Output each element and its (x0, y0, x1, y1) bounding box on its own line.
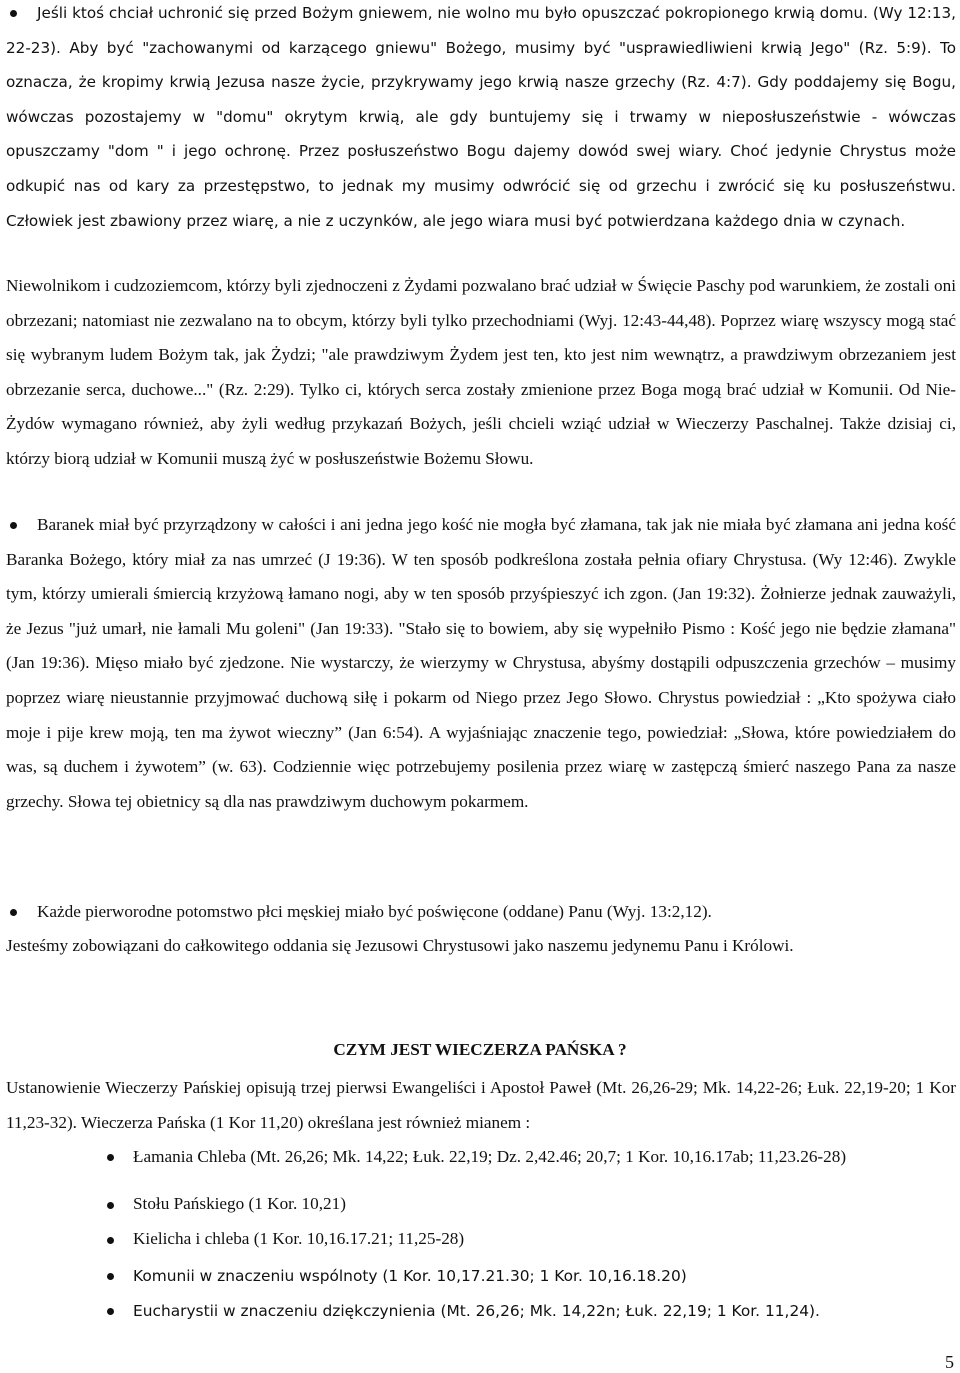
bullet-icon (107, 1308, 114, 1315)
paragraph-pierworodne: Każde pierworodne potomstwo płci męskiej miało być poświęcone (oddane) Panu (Wyj. 13:2,12). (37, 902, 712, 921)
paragraph-text-a: Jeśli ktoś chciał uchronić się przed Bożym gniewem, nie wolno mu było opuszczać pokropionego krwią domu. (Wy 12:13, 22-23). Aby być "zachowanymi od karzącego gniewu" Bożego, musimy być "usprawiedliwieni krwią Jego" (Rz. 5:9). (6, 4, 956, 57)
bullet-icon (10, 909, 17, 916)
paragraph-jestesmy: Jesteśmy zobowiązani do całkowitego oddania się Jezusowi Chrystusowi jako naszemu jedynemu Panu i Królowi. (6, 936, 794, 955)
page-number: 5 (945, 1352, 954, 1372)
list-item: Kielicha i chleba (1 Kor. 10,16.17.21; 11,25-28) (133, 1229, 465, 1248)
bullet-icon (107, 1237, 114, 1244)
bullet-icon (107, 1273, 114, 1280)
paragraph-niewolnikom: Niewolnikom i cudzoziemcom, którzy byli zjednoczeni z Żydami pozwalano brać udział w Święcie Paschy pod warunkiem, że zostali oni obrzezani; natomiast nie zezwalano na to obcym, którzy byli tylko przechodniami (Wyj. 12:43-44,48). Poprzez wiarę wszyscy mogą stać się wybranym ludem Bożym tak, jak Żydzi; "ale prawdziwym Żydem jest ten, kto jest nim wewnątrz, a prawdziwym obrzezaniem jest obrzezanie serca, duchowe..." (Rz. 2:29). Tylko ci, których serca zostały zmienione przez Boga mogą brać udział w Komunii. Od Nie-Żydów wymagano również, aby żyli według przykazań Bożych, jeśli chcieli wziąć udział w Wieczerzy Paschalnej. Także dzisiaj ci, którzy biorą udział w Komunii muszą żyć w posłuszeństwie Bożemu Słowu. (6, 276, 956, 468)
paragraph-baranek: Baranek miał być przyrządzony w całości i ani jedna jego kość nie mogła być złamana, tak jak nie miała być złamana ani jedna kość Baranka Bożego, który miał za nas umrzeć (J 19:36). W ten sposób podkreślona została pełnia ofiary Chrystusa. (Wy 12:46). Zwykle tym, którzy umierali śmiercią krzyżową łamano nogi, aby w ten sposób przyśpieszyć ich zgon. (Jan 19:32). Żołnierze jednak zauważyli, że Jezus "już umarł, nie łamali Mu goleni" (Jan 19:33). "Stało się to bowiem, aby się wypełniło Pismo : Kość jego nie będzie złamana" (Jan 19:36). Mięso miało być zjedzone. Nie wystarczy, że wierzymy w Chrystusa, abyśmy dostąpili odpuszczenia grzechów – musimy poprzez wiarę nieustannie przyjmować duchową siłę i pokarm od Niego przez Jego Słowo. Chrystus powiedział : „Kto spożywa ciało moje i pije krew moją, ten ma żywot wieczny” (Jan 6:54). A wyjaśniając znaczenie tego, powiedział: „Słowa, które powiedziałem do was, są duchem i żywotem” (w. 63). Codziennie więc potrzebujemy posilenia przez wiarę w zastępczą śmierć naszego Pana za nasze grzechy. Słowa tej obietnicy są dla nas prawdziwym duchowym pokarmem. (6, 515, 956, 811)
paragraph-ustanowienie: Ustanowienie Wieczerzy Pańskiej opisują trzej pierwsi Ewangeliści i Apostoł Paweł (Mt. 26,26-29; Mk. 14,22-26; Łuk. 22,19-20; 1 Kor 11,23-32). Wieczerza Pańska (1 Kor 11,20) określana jest również mianem : (6, 1078, 956, 1132)
list-item: Eucharystii w znaczeniu dziękczynienia (Mt. 26,26; Mk. 14,22n; Łuk. 22,19; 1 Kor. 11,24). (133, 1302, 820, 1320)
paragraph-blood-protection (6, 0, 956, 238)
bullet-icon (107, 1202, 114, 1209)
list-item: Komunii w znaczeniu wspólnoty (1 Kor. 10,17.21.30; 1 Kor. 10,16.18.20) (133, 1267, 687, 1285)
list-item: Stołu Pańskiego (1 Kor. 10,21) (133, 1194, 346, 1213)
bullet-icon (107, 1154, 114, 1161)
paragraph-text-b: To oznacza, że kropimy krwią Jezusa nasze życie, przykrywamy jego krwią nasze grzechy (Rz. 4:7). Gdy poddajemy się Bogu, wówczas pozostajemy w "domu" okrytym krwią, ale gdy buntujemy się i trwamy w nieposłuszeństwie - wówczas opuszczamy "dom " i jego ochronę. Przez posłuszeństwo Bogu dajemy dowód swej wiary. Choć jedynie Chrystus może odkupić nas od kary za przestępstwo, to jednak my musimy odwrócić się od grzechu i zwrócić się ku posłuszeństwu. Człowiek jest zbawiony przez wiarę, a nie z uczynków, ale jego wiara musi być potwierdzana każdego dnia w czynach. (6, 38, 956, 230)
list-item: Łamania Chleba (Mt. 26,26; Mk. 14,22; Łuk. 22,19; Dz. 2,42.46; 20,7; 1 Kor. 10,16.17ab; 11,23.26-28) (133, 1147, 847, 1166)
section-heading: CZYM JEST WIECZERZA PAŃSKA ? (333, 1040, 627, 1059)
